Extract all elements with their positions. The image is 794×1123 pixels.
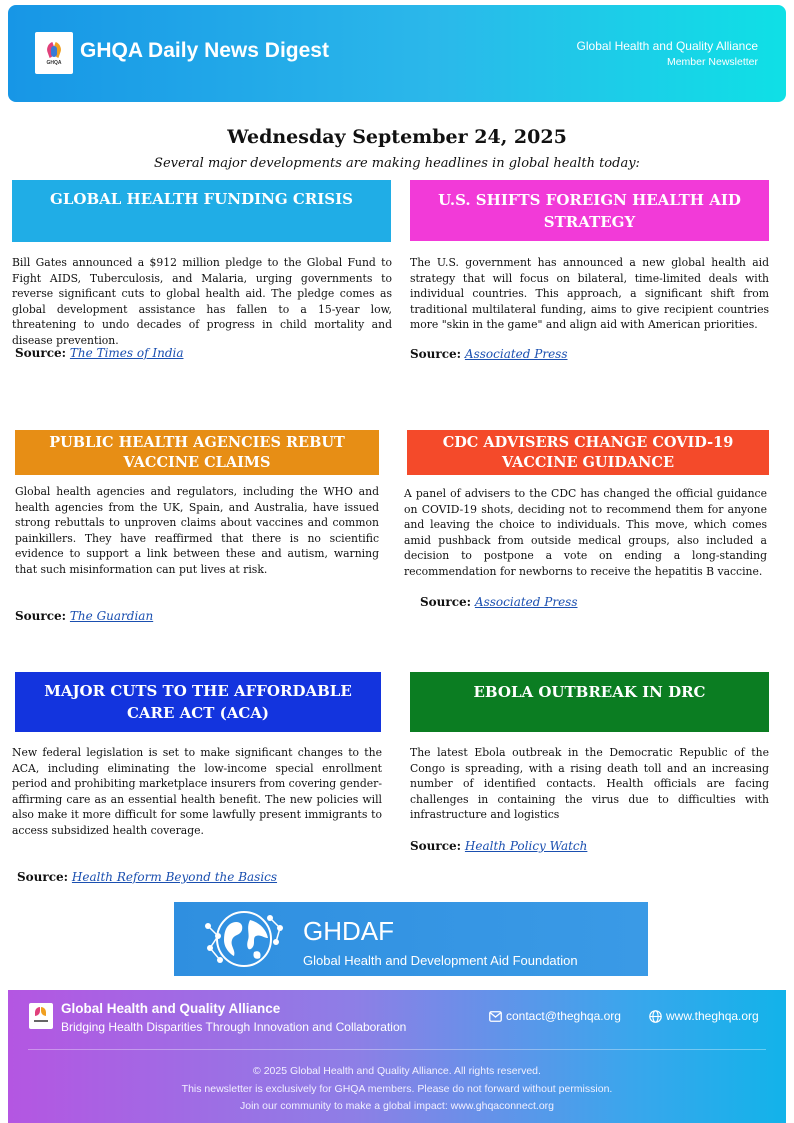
- source-label: Source:: [15, 346, 67, 360]
- globe-network-icon: [200, 908, 288, 970]
- story-title: EBOLA OUTBREAK IN DRC: [473, 683, 706, 701]
- footer-logo: [29, 1003, 53, 1029]
- story-source: [15, 346, 184, 360]
- ghqa-logo: [35, 32, 73, 74]
- mail-icon: [489, 1011, 502, 1022]
- story-body: Bill Gates announced a $912 million pledge to the Global Fund to Fight AIDS, Tuberculosis, and Malaria, urging governments to reverse significant cuts to global health aid. The pledge comes as global development assistance has fallen to a 15-year low, threatening to undo decades of progress in child mortality and disease prevention.: [12, 256, 392, 347]
- source-label: Source:: [17, 870, 69, 884]
- sponsor-full-name: Global Health and Development Aid Foundation: [303, 953, 578, 968]
- logo-text: GHQA: [46, 59, 62, 66]
- source-label: Source:: [410, 347, 462, 361]
- header-subtitle: Member Newsletter: [666, 56, 758, 68]
- newsletter-header: [8, 5, 786, 102]
- source-label: Source:: [15, 609, 67, 623]
- source-link[interactable]: Health Policy Watch: [464, 839, 588, 853]
- story-title: CDC ADVISERS CHANGE COVID-19 VACCINE GUIDANCE: [442, 433, 734, 471]
- story-banner-ebola: [410, 672, 769, 732]
- story-body: A panel of advisers to the CDC has changed the official guidance on COVID-19 shots, deciding not to recommend them for anyone and leaving the choice to individuals. This move, which comes amid pushback from outside medical groups, also included a decision to postpone a vote on ending a long-standing recommendation for newborns to receive the hepatitis B vaccine.: [404, 487, 767, 578]
- source-link[interactable]: The Times of India: [69, 346, 184, 360]
- footer-notice: This newsletter is exclusively for GHQA members. Please do not forward without permission.: [181, 1083, 613, 1095]
- story-title: U.S. SHIFTS FOREIGN HEALTH AID STRATEGY: [438, 190, 741, 231]
- source-label: Source:: [410, 839, 462, 853]
- ghdaf-sponsor-banner[interactable]: [174, 902, 648, 976]
- footer-community: Join our community to make a global impact: www.ghqaconnect.org: [240, 1100, 554, 1112]
- story-title: MAJOR CUTS TO THE AFFORDABLE CARE ACT (ACA): [44, 682, 352, 722]
- sponsor-name: GHDAF: [303, 916, 394, 946]
- source-link[interactable]: Health Reform Beyond the Basics: [71, 870, 278, 884]
- story-body: The U.S. government has announced a new global health aid strategy that will focus on bilateral, time-limited deals with individual countries. This approach, a significant shift from traditional multilateral funding, aims to give recipient countries more "skin in the game" and align aid with American priorities.: [410, 256, 769, 332]
- globe-icon: [649, 1010, 662, 1023]
- story-title: GLOBAL HEALTH FUNDING CRISIS: [50, 190, 353, 208]
- newsletter-title: GHQA Daily News Digest: [80, 39, 329, 62]
- story-banner-vaccine-claims: [15, 430, 379, 475]
- header-org-name: Global Health and Quality Alliance: [576, 39, 758, 53]
- footer-org-name: Global Health and Quality Alliance: [61, 1001, 281, 1016]
- source-link[interactable]: The Guardian: [69, 609, 154, 623]
- intro-text: Several major developments are making headlines in global health today:: [154, 156, 640, 171]
- story-body: Global health agencies and regulators, including the WHO and health agencies from the UK, Spain, and Australia, have issued strong rebuttals to unproven claims about vaccines and common painkillers. They have reaffirmed that there is no scientific evidence to support a link between these and autism, warning that such misinformation can put lives at risk.: [15, 485, 379, 576]
- story-source: [410, 347, 568, 361]
- story-source: [410, 839, 587, 853]
- footer-divider: [28, 1049, 766, 1050]
- story-banner-aca: [15, 672, 381, 732]
- footer-tagline: Bridging Health Disparities Through Innovation and Collaboration: [61, 1020, 407, 1034]
- footer-email: contact@theghqa.org: [506, 1009, 621, 1023]
- story-source: [17, 870, 277, 884]
- story-banner-funding: [12, 180, 391, 242]
- newsletter-footer: [8, 990, 786, 1123]
- source-link[interactable]: Associated Press: [464, 347, 568, 361]
- source-label: Source:: [420, 595, 472, 609]
- footer-website: www.theghqa.org: [666, 1009, 759, 1023]
- story-body: The latest Ebola outbreak in the Democratic Republic of the Congo is spreading, with a rising death toll and an increasing number of identified contacts. Health officials are facing challenges in containing the virus due to difficulties with infrastructure and logistics: [410, 746, 769, 822]
- story-body: New federal legislation is set to make significant changes to the ACA, including eliminating the low-income special enrollment period and prohibiting marketplace insurers from covering gender-affirming care as an essential health benefit. The new policies will also make it more difficult for some lawfully present immigrants to access subsidized health coverage.: [12, 746, 382, 837]
- source-link[interactable]: Associated Press: [474, 595, 578, 609]
- story-banner-cdc: [407, 430, 769, 475]
- story-source: [15, 609, 153, 623]
- issue-date: Wednesday September 24, 2025: [227, 126, 567, 148]
- footer-email-link[interactable]: [489, 1009, 621, 1023]
- story-banner-us-aid: [410, 180, 769, 241]
- footer-copyright: © 2025 Global Health and Quality Alliance. All rights reserved.: [253, 1065, 541, 1077]
- story-source: [420, 595, 578, 609]
- footer-website-link[interactable]: [649, 1009, 759, 1023]
- story-title: PUBLIC HEALTH AGENCIES REBUT VACCINE CLAIMS: [49, 433, 345, 471]
